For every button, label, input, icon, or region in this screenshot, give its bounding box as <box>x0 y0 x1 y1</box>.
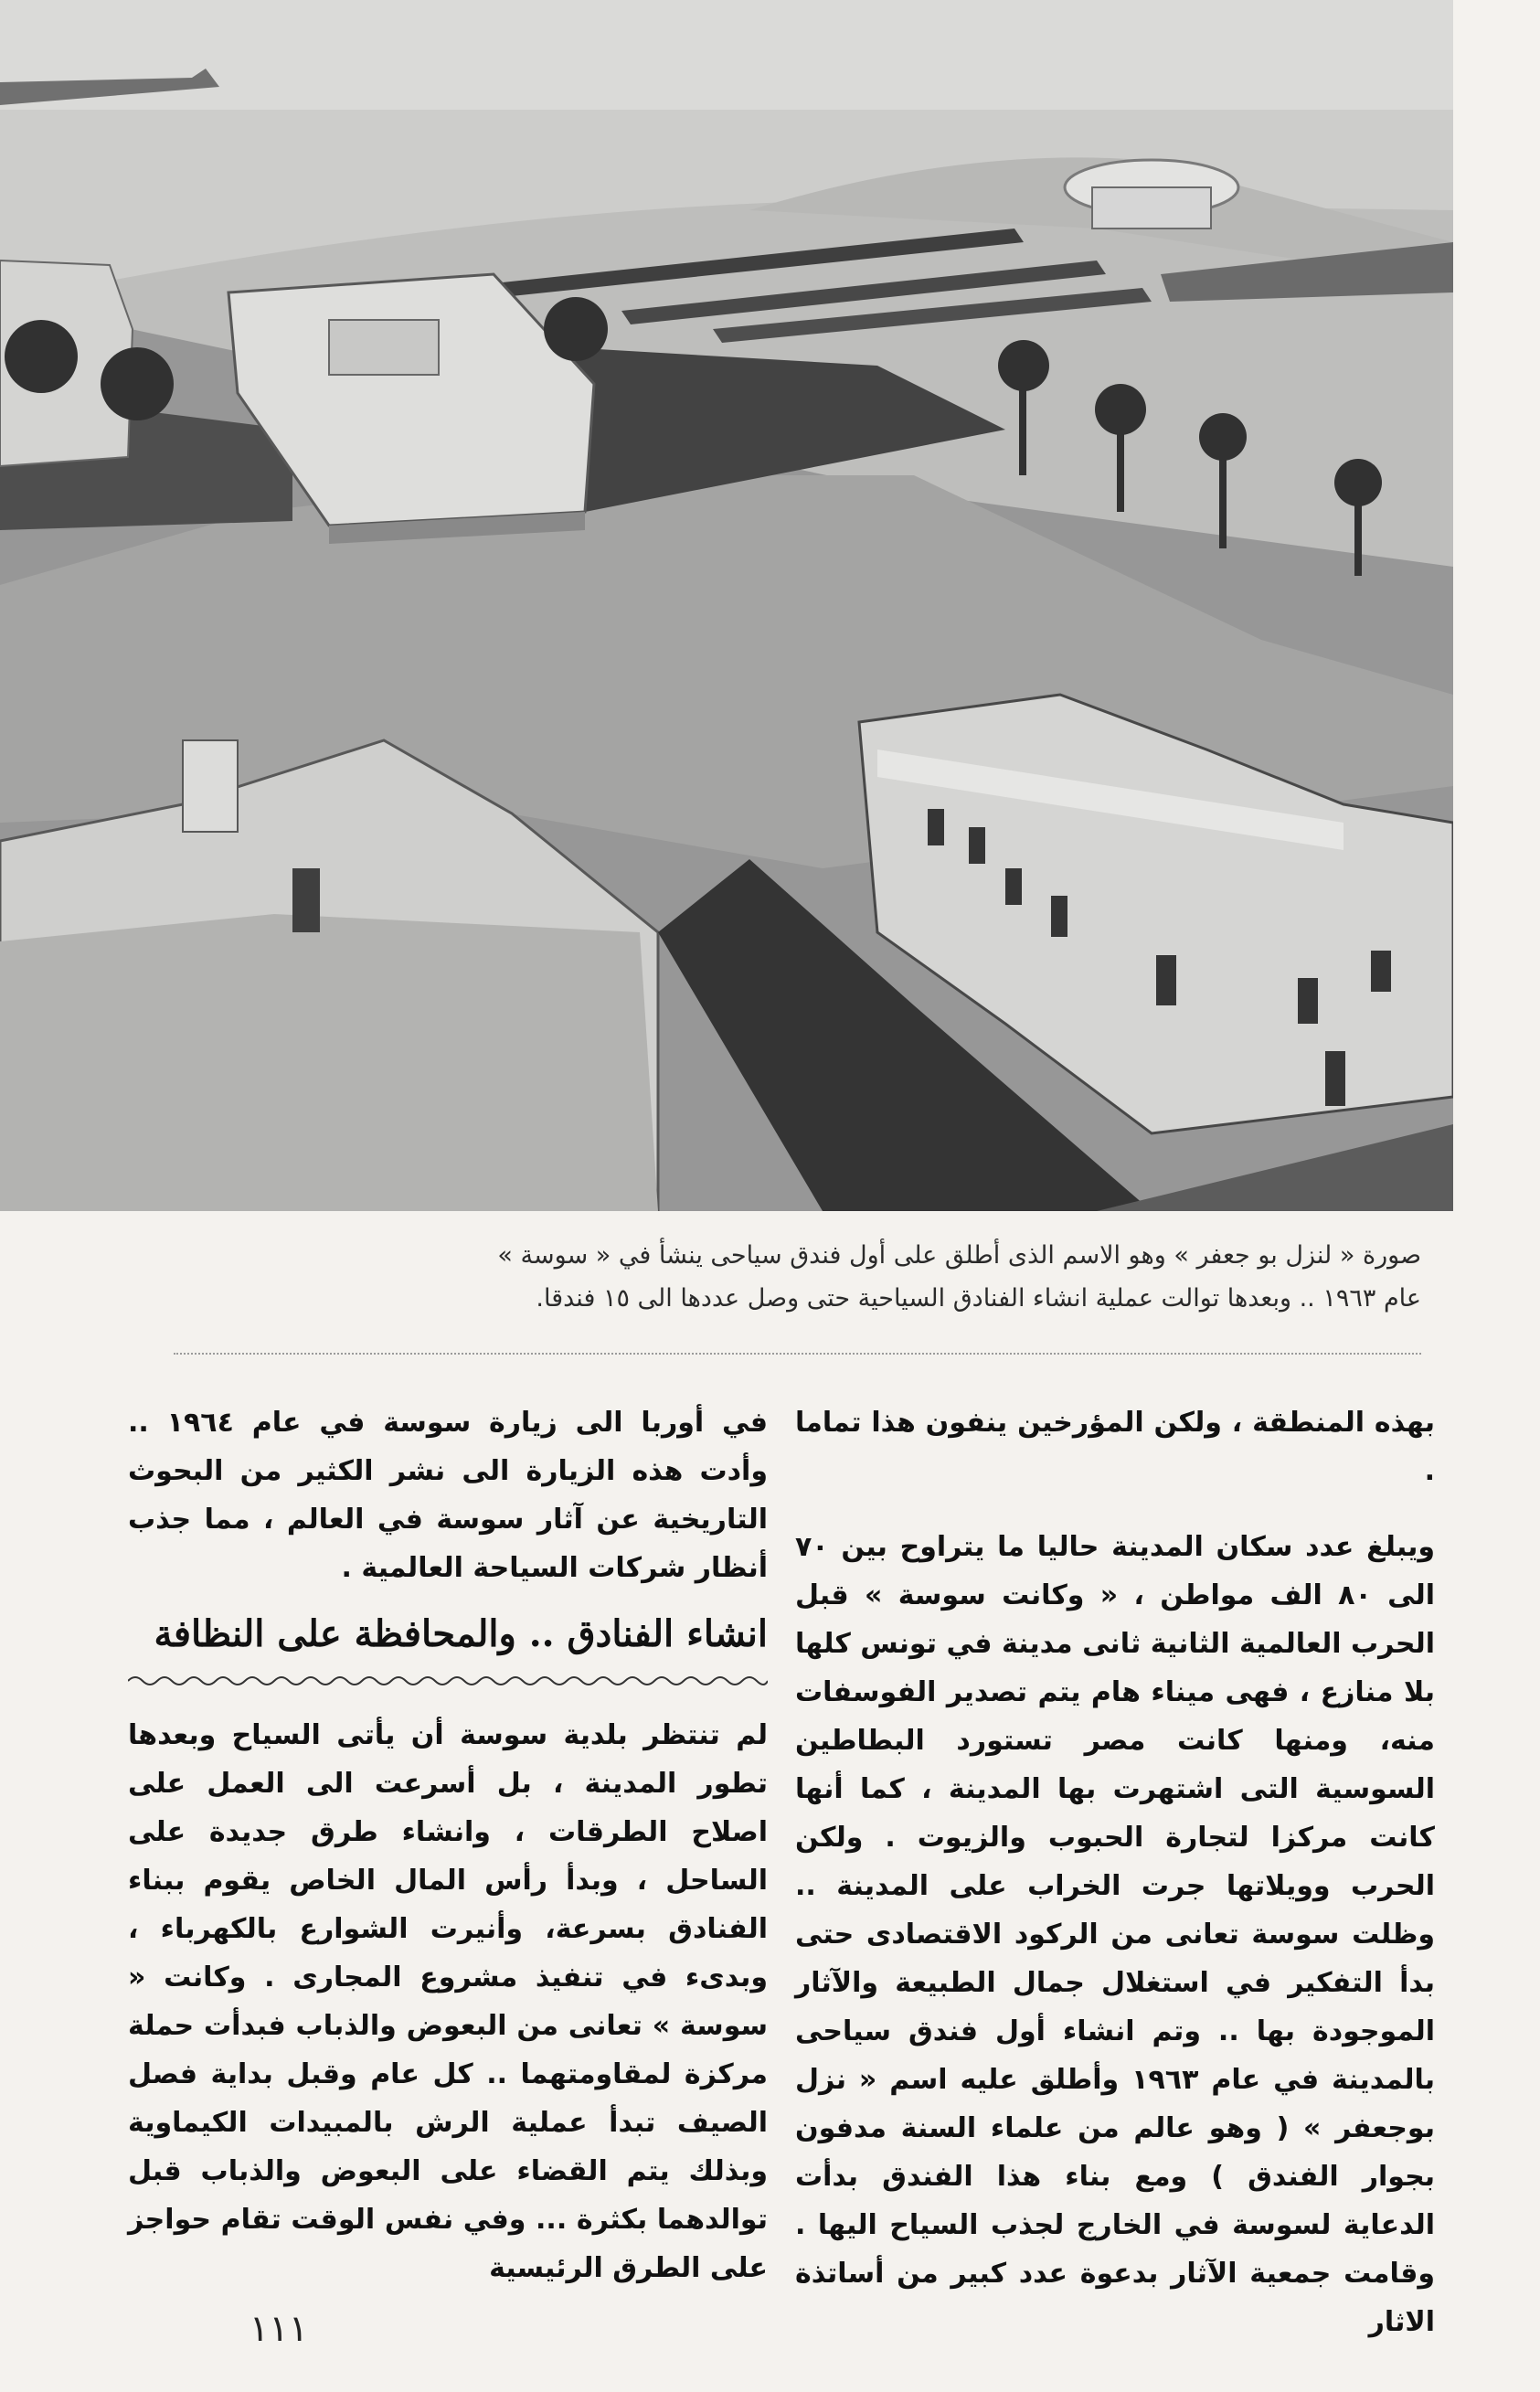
paragraph: في أوربا الى زيارة سوسة في عام ١٩٦٤ .. وأدت هذه الزيارة الى نشر الكثير من البحوث التاريخية عن آثار سوسة في العالم ، مما جذب أنظار شركات السياحة العالمية . <box>128 1407 768 1584</box>
heading-wave-underline <box>128 1671 768 1691</box>
photo-illustration <box>0 0 1453 1211</box>
paragraph: لم تنتظر بلدية سوسة أن يأتى السياح وبعدها تطور المدينة ، بل أسرعت الى العمل على اصلاح الطرقات ، وانشاء طرق جديدة على الساحل ، وبدأ رأس المال الخاص يقوم ببناء الفنادق بسرعة، وأنيرت الشوارع بالكهرباء ، وبدىء في تنفيذ مشروع المجارى . وكانت « سوسة » تعانى من البعوض والذباب فبدأت حملة مركزة لمقاومتهما .. كل عام وقبل بداية فصل الصيف تبدأ عملية الرش بالمبيدات الكيماوية وبذلك يتم القضاء على البعوض والذباب قبل توالدهما بكثرة ... وفي نفس الوقت تقام حواجز على الطرق الرئيسية <box>128 1719 768 2284</box>
text-column-right <box>795 1398 1435 2361</box>
caption-line-2: عام ١٩٦٣ .. وبعدها توالت عملية انشاء الفنادق السياحية حتى وصل عددها الى ١٥ فندقا. <box>536 1284 1421 1313</box>
caption-line-1: صورة « لنزل بو جعفر » وهو الاسم الذى أطلق على أول فندق سياحى ينشأ في « سوسة » <box>497 1241 1421 1270</box>
text-column-left <box>128 1398 768 2307</box>
paragraph: ويبلغ عدد سكان المدينة حاليا ما يتراوح بين ٧٠ الى ٨٠ الف مواطن ، « وكانت سوسة » قبل الحرب العالمية الثانية ثانى مدينة في تونس كلها بلا منازع ، فهى ميناء هام يتم تصدير الفوسفات منه، ومنها كانت مصر تستورد البطاطين السوسية التى اشتهرت بها المدينة ، كما أنها كانت مركزا لتجارة الحبوب والزيوت . ولكن الحرب وويلاتها جرت الخراب على المدينة .. وظلت سوسة تعانى من الركود الاقتصادى حتى بدأ التفكير في استغلال جمال الطبيعة والآثار الموجودة بها .. وتم انشاء أول فندق سياحى بالمدينة في عام ١٩٦٣ وأطلق عليه اسم « نزل بوجعفر » ( وهو عالم من علماء السنة مدفون بجوار الفندق ) ومع بناء هذا الفندق بدأت الدعاية لسوسة في الخارج لجذب السياح اليها . وقامت جمعية الآثار بدعوة عدد كبير من أساتذة الاثار <box>795 1531 1436 2338</box>
paragraph: بهذه المنطقة ، ولكن المؤرخين ينفون هذا تماما . <box>795 1407 1435 1487</box>
section-heading: انشاء الفنادق .. والمحافظة على النظافة <box>154 1612 768 1655</box>
page-number: ١١١ <box>249 2308 309 2350</box>
aerial-photo-hotel-bou-jaafar <box>0 0 1453 1211</box>
caption-divider <box>174 1353 1421 1355</box>
photo-caption <box>174 1234 1421 1320</box>
